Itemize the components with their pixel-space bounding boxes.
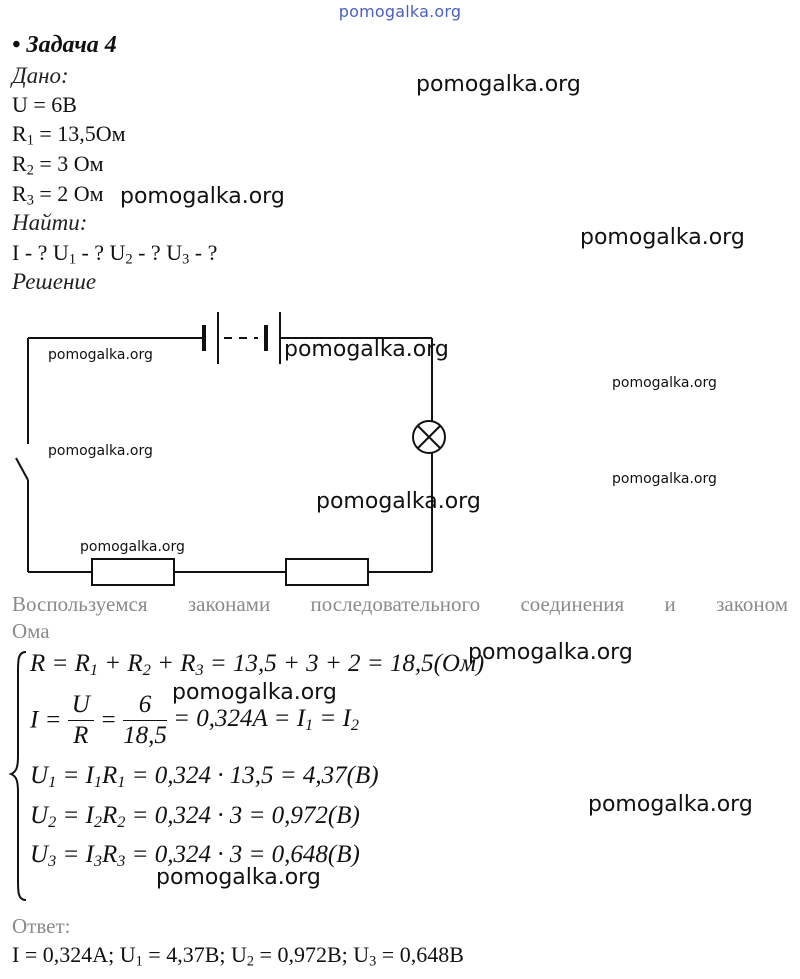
equation-current: I = $\frac{U}{R}$ = $\frac{6}{18,5}$ = $0,324A = I_1 = I_2$ [30, 691, 359, 749]
given-line-r3: $R_3 = 2$ Ом [12, 181, 104, 209]
watermark: pomogalka.org [416, 72, 581, 97]
watermark: pomogalka.org [48, 347, 153, 363]
solution-intro-line1: Воспользуемся законами последовательного соединения и законом [12, 592, 788, 616]
watermark: pomogalka.org [612, 375, 717, 391]
watermark: pomogalka.org [120, 184, 285, 209]
watermark: pomogalka.org [316, 489, 481, 514]
watermark: pomogalka.org [284, 337, 449, 362]
answer-text: I = 0,324A; $U_1 = 4,37B$; $U_2 = 0,972B$; $U_3 = 0,648B$ [12, 942, 464, 970]
find-heading: Найти: [12, 210, 88, 235]
equation-u1: $U_1 = I_1R_1 = 0,324 \cdot 13,5 = 4,37(B)$ [30, 762, 379, 792]
equation-total-resistance: $R = R_1 + R_2 + R_3 = 13,5 + 3 + 2 = 18,5(Ом)$ [30, 650, 485, 680]
watermark: pomogalka.org [580, 225, 745, 250]
answer-label: Ответ: [12, 914, 71, 938]
given-heading: Дано: [12, 63, 69, 88]
watermark: pomogalka.org [80, 539, 185, 555]
equation-u2: $U_2 = I_2R_2 = 0,324 \cdot 3 = 0,972(B)$ [30, 802, 360, 832]
solution-heading: Решение [12, 269, 97, 294]
given-line-r2: $R_2 = 3$ Ом [12, 151, 104, 179]
site-header-watermark: pomogalka.org [338, 2, 462, 21]
given-line-r1: $R_1 = 13,5Ом$ [12, 121, 126, 149]
watermark: pomogalka.org [588, 792, 753, 817]
watermark: pomogalka.org [468, 640, 633, 665]
given-line-voltage: U = 6В [12, 92, 77, 117]
solution-intro-line2: Ома [12, 619, 50, 643]
watermark: pomogalka.org [48, 443, 153, 459]
task-title: • Задача 4 [12, 32, 117, 58]
find-line: I - ? $U_1$ - ? $U_2$ - ? $U_3$ - ? [12, 240, 218, 268]
watermark: pomogalka.org [612, 471, 717, 487]
watermark: pomogalka.org [156, 865, 321, 890]
watermark: pomogalka.org [172, 680, 337, 705]
equation-u3: $U_3 = I_3R_3 = 0,324 \cdot 3 = 0,648(B)$ [30, 841, 360, 871]
